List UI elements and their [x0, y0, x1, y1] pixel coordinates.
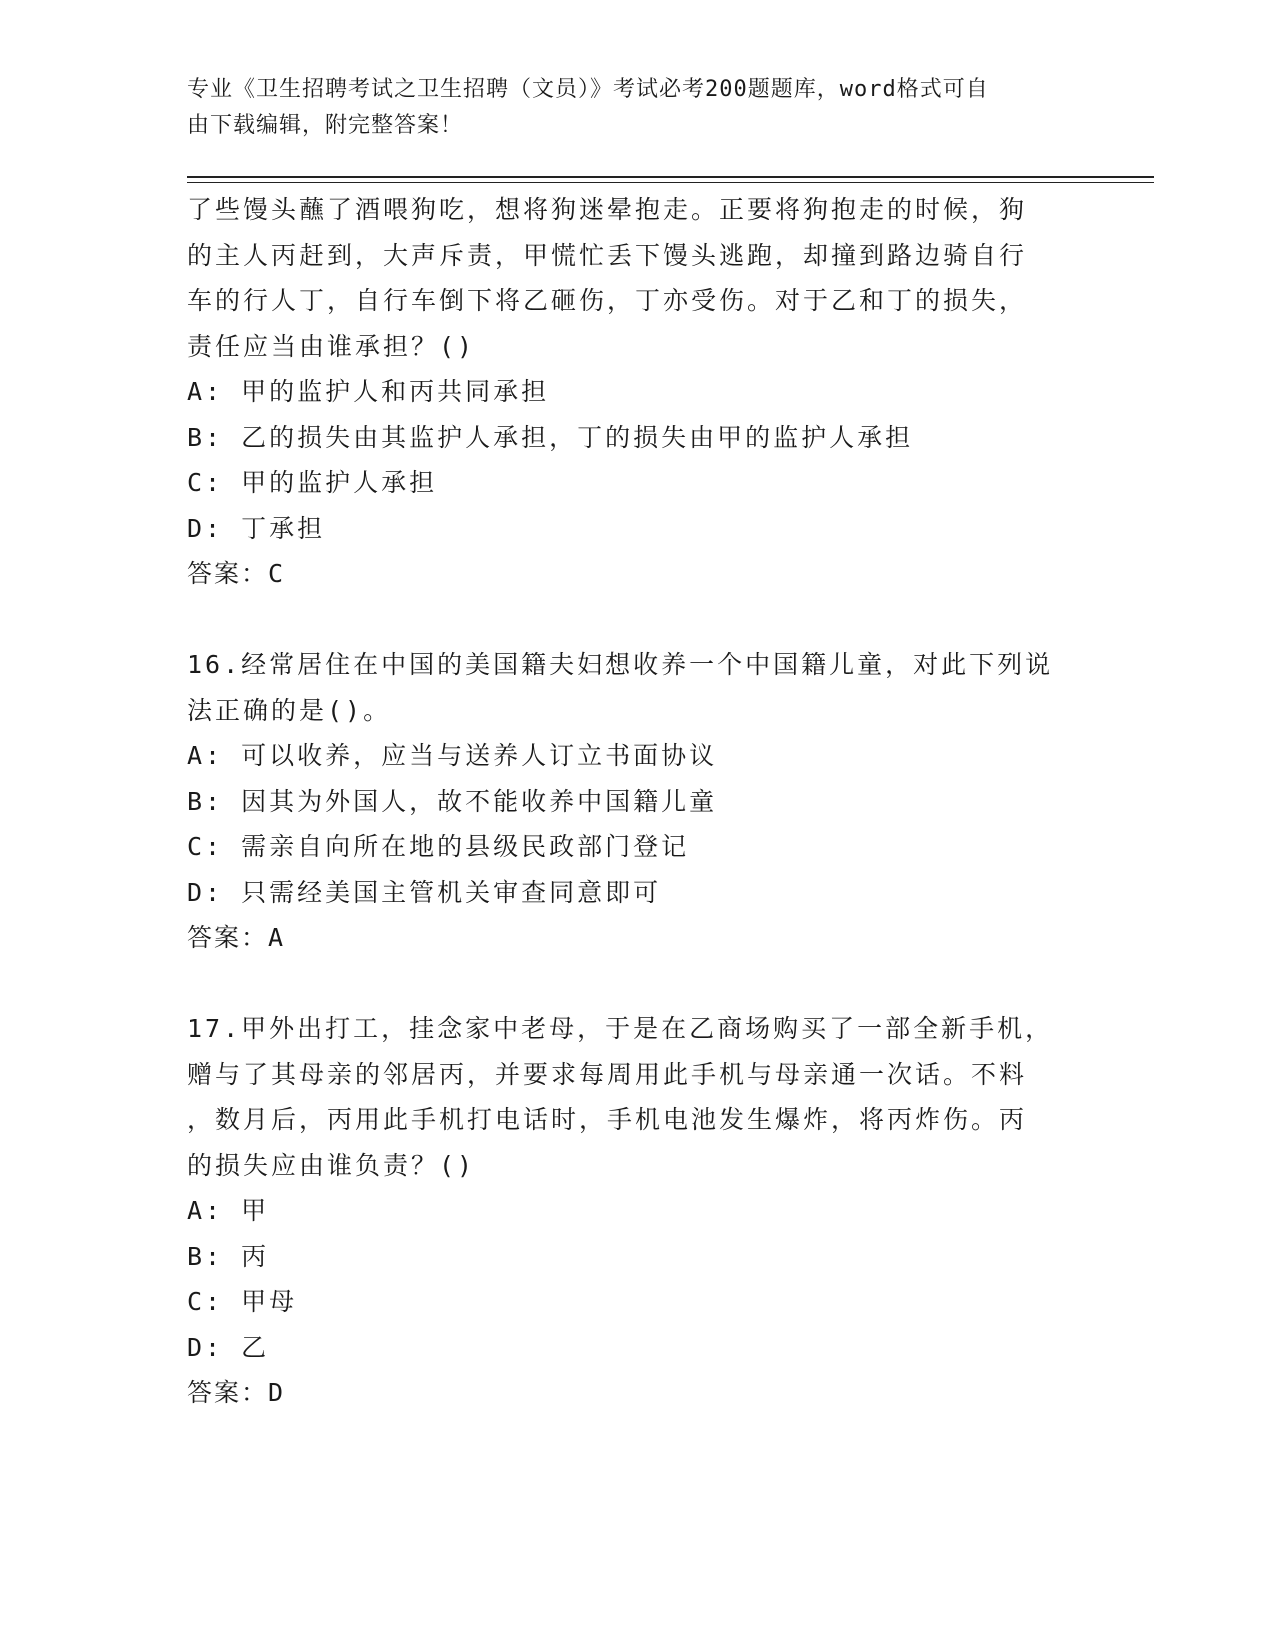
- option-b: B: 因其为外国人，故不能收养中国籍儿童: [187, 786, 718, 816]
- question-continued: [187, 187, 1087, 597]
- option-d: D: 乙: [187, 1332, 270, 1362]
- question-16: [187, 642, 1087, 961]
- question-stem-line: 车的行人丁，自行车倒下将乙砸伤，丁亦受伤。对于乙和丁的损失，: [187, 286, 1028, 315]
- option-d: D: 只需经美国主管机关审查同意即可: [187, 877, 662, 907]
- header-divider-thin: [187, 182, 1154, 183]
- answer-line: 答案：A: [187, 923, 286, 952]
- option-a: A: 甲: [187, 1196, 270, 1225]
- question-stem-line: ，数月后，丙用此手机打电话时，手机电池发生爆炸，将丙炸伤。丙: [187, 1105, 1028, 1134]
- answer-line: 答案：C: [187, 559, 286, 588]
- option-b: B: 乙的损失由其监护人承担，丁的损失由甲的监护人承担: [187, 422, 914, 452]
- header-line-1: 专业《卫生招聘考试之卫生招聘（文员）》考试必考200题题库，word格式可自: [187, 77, 989, 102]
- option-a: A: 甲的监护人和丙共同承担: [187, 377, 550, 406]
- answer-line: 答案：D: [187, 1378, 286, 1407]
- option-b: B: 丙: [187, 1241, 270, 1271]
- option-c: C: 甲母: [187, 1287, 298, 1316]
- question-stem-line: 16.经常居住在中国的美国籍夫妇想收养一个中国籍儿童，对此下列说: [187, 650, 1054, 679]
- question-17: [187, 1006, 1087, 1416]
- question-stem-line: 的主人丙赶到，大声斥责，甲慌忙丢下馒头逃跑，却撞到路边骑自行: [187, 240, 1028, 270]
- question-list: [187, 187, 1087, 1416]
- document-header: [187, 72, 1087, 144]
- option-c: C: 甲的监护人承担: [187, 468, 438, 497]
- question-stem-line: 法正确的是()。: [187, 695, 392, 725]
- question-stem-line: 的损失应由谁负责？(): [187, 1150, 476, 1180]
- question-stem-line: 责任应当由谁承担？(): [187, 331, 476, 361]
- question-stem-line: 赠与了其母亲的邻居丙，并要求每周用此手机与母亲通一次话。不料: [187, 1059, 1028, 1089]
- question-spacer: [187, 961, 1087, 1007]
- question-spacer: [187, 597, 1087, 643]
- option-a: A: 可以收养，应当与送养人订立书面协议: [187, 741, 718, 770]
- question-stem-line: 17.甲外出打工，挂念家中老母，于是在乙商场购买了一部全新手机，: [187, 1014, 1054, 1043]
- option-d: D: 丁承担: [187, 513, 326, 543]
- header-line-2: 由下载编辑，附完整答案！: [187, 113, 464, 138]
- option-c: C: 需亲自向所在地的县级民政部门登记: [187, 832, 690, 861]
- header-divider-thick: [187, 176, 1154, 178]
- question-stem-line: 了些馒头蘸了酒喂狗吃，想将狗迷晕抱走。正要将狗抱走的时候，狗: [187, 195, 1028, 224]
